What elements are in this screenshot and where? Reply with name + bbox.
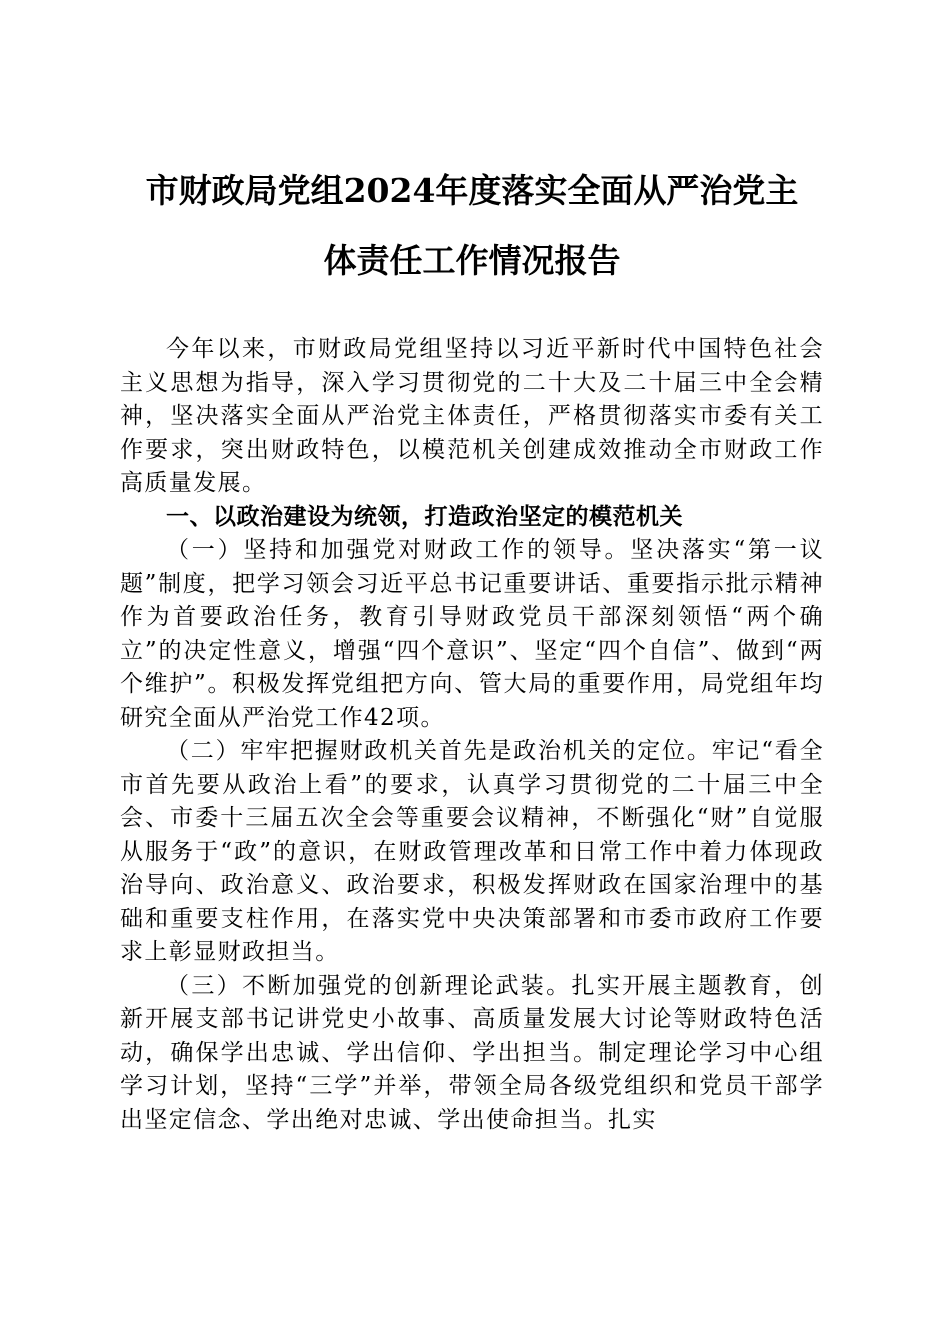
section-heading-1: 一、以政治建设为统领，打造政治坚定的模范机关 (166, 503, 683, 530)
item-paragraph-3 (120, 970, 824, 1138)
document-body (120, 333, 824, 1137)
item-lead-1: （一）坚持和加强党对财政工作的领导。 (166, 537, 631, 563)
item-paragraph-1 (120, 534, 824, 735)
item-paragraph-2 (120, 735, 824, 970)
document-title (120, 168, 824, 283)
item-lead-2: （二）牢牢把握财政机关首先是政治机关的定位。 (166, 738, 712, 764)
title-line-1: 市财政局党组2024年度落实全面从严治党主 (145, 171, 799, 210)
item-lead-3: （三）不断加强党的创新理论武装。 (166, 972, 572, 999)
intro-paragraph: 今年以来，市财政局党组坚持以习近平新时代中国特色社会主义思想为指导，深入学习贯彻党的二十大及二十届三中全会精神，坚决落实全面从严治党主体责任，严格贯彻落实市委有关工作要求，突出财政特色，以模范机关创建成效推动全市财政工作高质量发展。 (120, 336, 824, 496)
item-text-3: 扎实开展主题教育，创新开展支部书记讲党史小故事、高质量发展大讨论等财政特色活动，确保学出忠诚、学出信仰、学出担当。制定理论学习中心组学习计划，坚持“三学”并举，带领全局各级党组织和党员干部学出坚定信念、学出绝对忠诚、学出使命担当。扎实 (120, 972, 824, 1133)
item-text-1: 坚决落实“第一议题”制度，把学习领会习近平总书记重要讲话、重要指示批示精神作为首要政治任务，教育引导财政党员干部深刻领悟“两个确立”的决定性意义，增强“四个意识”、坚定“四个自信”、做到“两个维护”。积极发挥党组把方向、管大局的重要作用，局党组年均研究全面从严治党工作42项。 (120, 537, 824, 731)
document-page (120, 168, 824, 1137)
title-line-2: 体责任工作情况报告 (323, 241, 621, 280)
item-text-2: 牢记“看全市首先要从政治上看”的要求，认真学习贯彻党的二十届三中全会、市委十三届五次全会等重要会议精神，不断强化“财”自觉服从服务于“政”的意识，在财政管理改革和日常工作中着力体现政治导向、政治意义、政治要求，积极发挥财政在国家治理中的基础和重要支柱作用，在落实党中央决策部署和市委市政府工作要求上彰显财政担当。 (120, 738, 824, 965)
